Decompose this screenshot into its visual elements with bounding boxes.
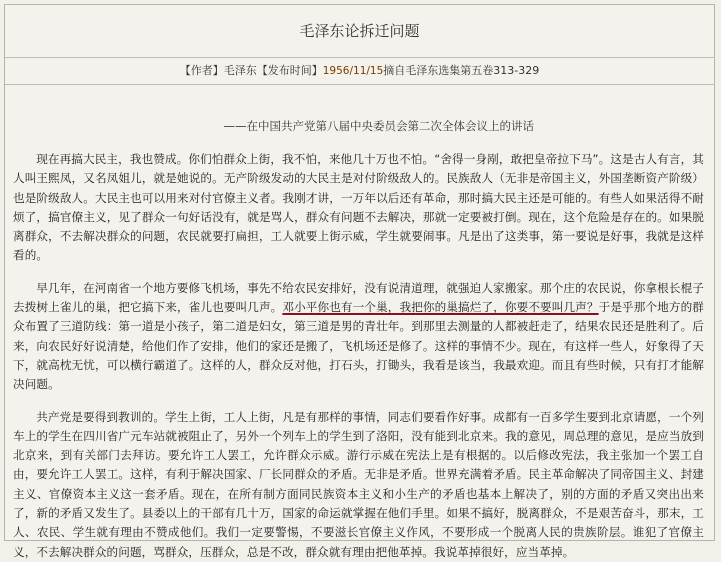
page-title: 毛泽东论拆迁问题	[5, 5, 714, 58]
date-label: 【发布时间】	[256, 64, 323, 77]
paragraph-2	[13, 279, 704, 395]
author-label: 【作者】	[179, 64, 224, 77]
publish-date: 1956/11/15	[322, 65, 384, 77]
paragraph-2-text-a: 早几年，在河南省一个地方要修飞机场，事先不给农民安排好，没有说清道理，就强迫人家搬家。那个庄的农民说，你拿根长棍子去拨树上雀儿的巢，把它搞下来，雀儿也要叫几声。	[13, 280, 704, 315]
paragraph-3: 共产党是要得到教训的。学生上街，工人上街，凡是有那样的事情，同志们要看作好事。成都有一百多学生要到北京请愿，一个列车上的学生在四川省广元车站就被阻止了，另外一个列车上的学生到了洛阳，没有能到北京来。我的意见，周总理的意见，是应当放到北京来，到有关部门去拜访。要允许工人罢工，允许群众示威。游行示威在宪法上是有根据的。以后修改宪法，我主张加一个罢工自由，要允许工人罢工。这样，有利于解决国家、厂长同群众的矛盾。无非是矛盾。世界充满着矛盾。民主革命解决了同帝国主义、封建主义、官僚资本主义这一套矛盾。现在，在所有制方面同民族资本主义和小生产的矛盾也基本上解决了，别的方面的矛盾又突出出来了，新的矛盾又发生了。县委以上的干部有几十万，国家的命运就掌握在他们手里。如果不搞好，脱离群众，不是艰苦奋斗，那末，工人、农民、学生就有理由不赞成他们。我们一定要警惕，不要滋长官僚主义作风，不要形成一个脱离人民的贵族阶层。谁犯了官僚主义，不去解决群众的问题，骂群众，压群众，总是不改，群众就有理由把他革掉。我说革掉很好，应当革掉。	[13, 409, 704, 559]
article-subtitle: ——在中国共产党第八届中央委员会第二次全体会议上的讲话	[223, 119, 534, 133]
author-name: 毛泽东	[223, 64, 257, 77]
source-text: 摘自毛泽东选集第五卷313-329	[383, 64, 540, 77]
highlighted-quote: 邓小平你也有一个巢，我把你的巢搞烂了，你要不要叫几声？	[282, 300, 599, 315]
article-body	[5, 150, 714, 562]
article-panel	[4, 4, 715, 559]
article-meta	[5, 58, 714, 85]
paragraph-1: 现在再搞大民主，我也赞成。你们怕群众上街，我不怕，来他几十万也不怕。“舍得一身剐，敢把皇帝拉下马”。这是古人有言，其人叫王熙凤，又名凤姐儿，就是她说的。无产阶级发动的大民主是对付阶级敌人的。民族敌人（无非是帝国主义，外国垄断资产阶级）也是阶级敌人。大民主也可以用来对付官僚主义者。我刚才讲，一万年以后还有革命，那时搞大民主还是可能的。有些人如果活得不耐烦了，搞官僚主义，见了群众一句好话没有，就是骂人，群众有问题不去解决，那就一定要被打倒。现在，这个危险是存在的。如果脱离群众，不去解决群众的问题，农民就要打扁担，工人就要上街示威，学生就要闹事。凡是出了这类事，第一要说是好事，我就是这样看的。	[13, 152, 704, 263]
paragraph-2-text-b: 于是乎那个地方的群众布置了三道防线：第一道是小孩子，第二道是妇女，第三道是男的青壮年。到那里去测量的人都被赶走了，结果农民还是胜利了。后来，向农民好好说清楚，给他们作了安排，他们的家还是搬了，飞机场还是修了。这样的事情不少。现在，有这样一些人，好象得了天下，就高枕无忧，可以横行霸道了。这样的人，群众反对他，打石头，打锄头，我看是该当，我最欢迎。而且有些时候，只有打才能解决问题。	[13, 300, 704, 392]
